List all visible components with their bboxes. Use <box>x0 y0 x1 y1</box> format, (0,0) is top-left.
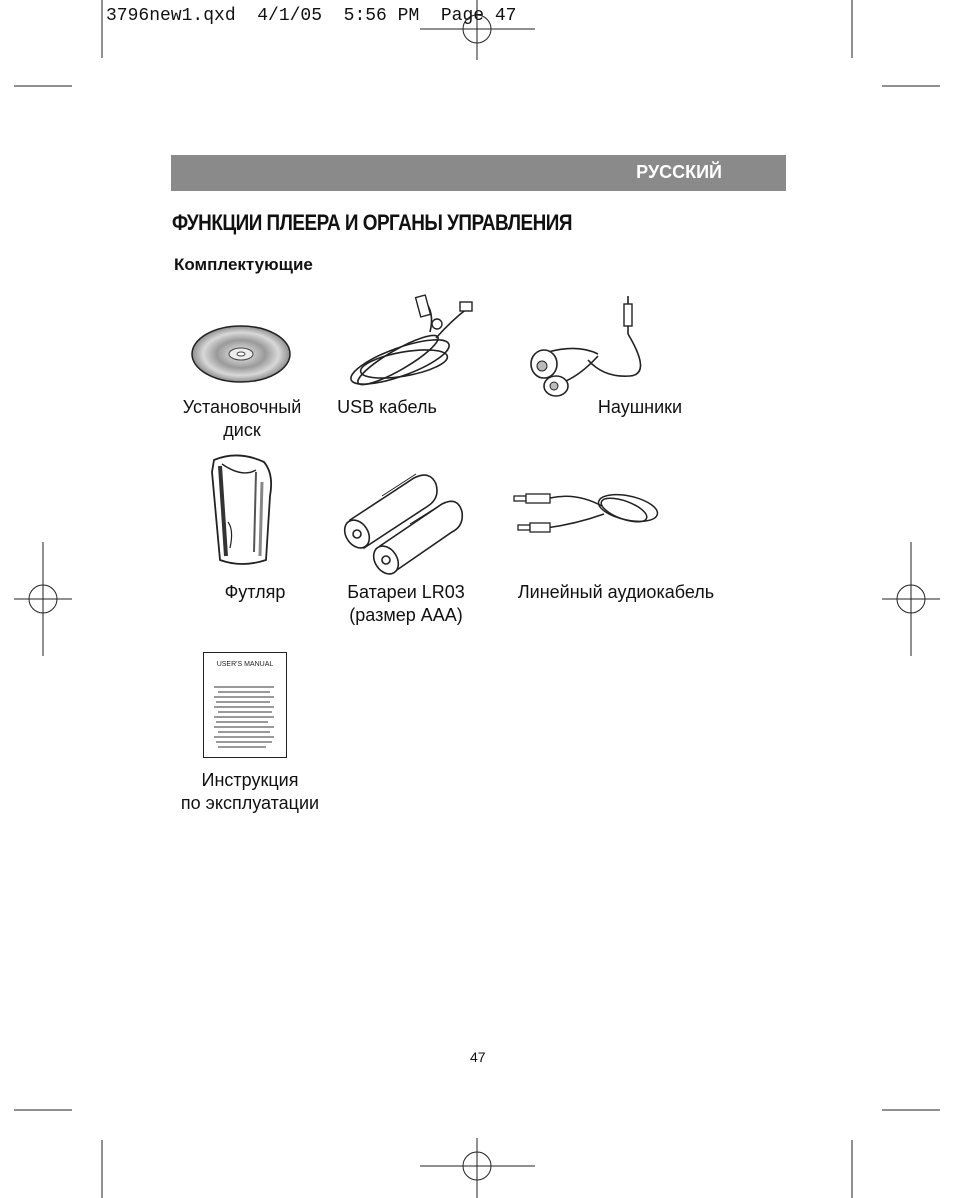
batteries-icon <box>342 470 468 576</box>
manual-cover-label: USER'S MANUAL <box>216 661 274 668</box>
section-title: ФУНКЦИИ ПЛЕЕРА И ОРГАНЫ УПРАВЛЕНИЯ <box>172 210 572 235</box>
item-caption-batteries <box>336 581 476 627</box>
item-caption-case <box>210 581 300 604</box>
caption-line: по эксплуатации <box>180 793 320 813</box>
item-caption-cd <box>172 396 312 442</box>
caption-line: Линейный аудиокабель <box>517 582 715 602</box>
page-number: 47 <box>470 1049 486 1065</box>
earphones-icon <box>528 294 658 400</box>
print-slug-line: 3796new1.qxd 4/1/05 5:56 PM Page 47 <box>106 6 517 26</box>
caption-line: Установочный <box>182 397 302 417</box>
item-caption-audio-cable <box>506 581 726 604</box>
language-header-bar <box>171 155 786 191</box>
caption-line: Наушники <box>597 397 683 417</box>
user-manual-icon <box>203 652 287 758</box>
item-caption-usb <box>328 396 446 419</box>
manual-text-lines <box>212 685 278 751</box>
caption-line: (размер AAA) <box>349 605 463 625</box>
item-caption-earphones <box>586 396 694 419</box>
usb-cable-icon <box>340 292 480 392</box>
language-label: РУССКИЙ <box>636 162 722 182</box>
audio-line-cable-icon <box>506 484 662 540</box>
item-caption-manual <box>170 769 330 815</box>
caption-line: диск <box>223 420 261 440</box>
carrying-case-icon <box>208 452 276 568</box>
section-subtitle: Комплектующие <box>174 255 313 274</box>
cd-disc-icon <box>188 322 294 384</box>
caption-line: USB кабель <box>337 397 437 417</box>
caption-line: Батареи LR03 <box>347 582 465 602</box>
caption-line: Инструкция <box>201 770 299 790</box>
caption-line: Футляр <box>224 582 286 602</box>
